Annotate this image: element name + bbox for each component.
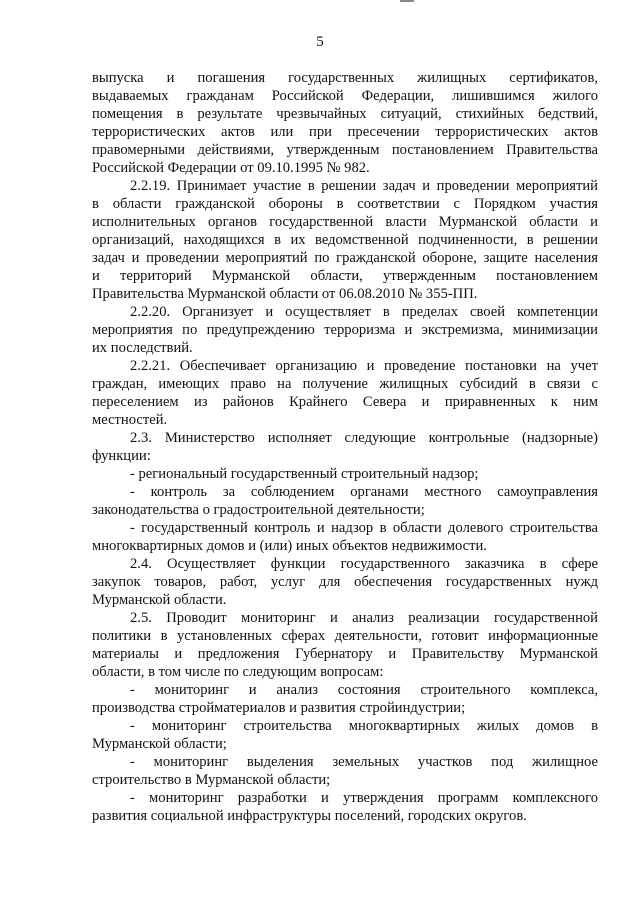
text-line: закупок товаров, работ, услуг для обеспечения государственных нужд (92, 574, 598, 590)
paragraph-2-2-19: 2.2.19. Принимает участие в решении задач и проведении мероприятий (130, 178, 598, 194)
text-line: организаций, находящихся в их ведомственной подчиненности, в решении (92, 232, 598, 248)
paragraph-2-5: 2.5. Проводит мониторинг и анализ реализации государственной (130, 610, 598, 626)
scan-mark (400, 0, 414, 2)
text-line: правомерными действиями, утвержденным постановлением Правительства (92, 142, 598, 158)
text-line: Мурманской области. (92, 592, 227, 608)
text-line: исполнительных органов государственной власти Мурманской области и (92, 214, 598, 230)
list-item: - контроль за соблюдением органами местного самоуправления (130, 484, 598, 500)
paragraph-2-4: 2.4. Осуществляет функции государственного заказчика в сфере (130, 556, 598, 572)
text-line: переселением из районов Крайнего Севера и приравненных к ним (92, 394, 598, 410)
text-line: их последствий. (92, 340, 193, 356)
page-number: 5 (316, 34, 324, 50)
text-line: помещения в результате чрезвычайных ситуаций, стихийных бедствий, (92, 106, 598, 122)
text-line: выпуска и погашения государственных жилищных сертификатов, (92, 70, 598, 86)
text-line: производства стройматериалов и развития стройиндустрии; (92, 700, 466, 716)
text-line: в области гражданской обороны в соответствии с Порядком участия (92, 196, 598, 212)
list-item: - мониторинг строительства многоквартирных жилых домов в (130, 718, 598, 734)
text-line: террористических актов или при пресечении террористических актов (92, 124, 598, 140)
text-line: материалы и предложения Губернатору и Правительству Мурманской (92, 646, 598, 662)
text-line: выдаваемых гражданам Российской Федерации, лишившимся жилого (92, 88, 598, 104)
text-line: функции: (92, 448, 151, 464)
text-line: граждан, имеющих право на получение жилищных субсидий в связи с (92, 376, 598, 392)
text-line: мероприятия по предупреждению терроризма и экстремизма, минимизации (92, 322, 598, 338)
paragraph-2-3: 2.3. Министерство исполняет следующие контрольные (надзорные) (130, 430, 598, 446)
text-line: политики в установленных сферах деятельности, готовит информационные (92, 628, 598, 644)
list-item: - мониторинг разработки и утверждения программ комплексного (130, 790, 598, 806)
paragraph-2-2-20: 2.2.20. Организует и осуществляет в пределах своей компетенции (130, 304, 598, 320)
list-item: - мониторинг и анализ состояния строительного комплекса, (130, 682, 598, 698)
text-line: и территорий Мурманской области, утвержденным постановлением (92, 268, 598, 284)
text-line: Российской Федерации от 09.10.1995 № 982. (92, 160, 370, 176)
text-line: Мурманской области; (92, 736, 227, 752)
text-line: законодательства о градостроительной деятельности; (92, 502, 425, 518)
text-line: Правительства Мурманской области от 06.08.2010 № 355-ПП. (92, 286, 478, 302)
text-line: многоквартирных домов и (или) иных объектов недвижимости. (92, 538, 487, 554)
text-line: строительство в Мурманской области; (92, 772, 331, 788)
text-line: области, в том числе по следующим вопросам: (92, 664, 384, 680)
list-item: - региональный государственный строительный надзор; (130, 466, 479, 482)
text-line: местностей. (92, 412, 168, 428)
text-line: развития социальной инфраструктуры поселений, городских округов. (92, 808, 527, 824)
text-line: задач и проведении мероприятий по гражданской обороне, защите населения (92, 250, 598, 266)
list-item: - мониторинг выделения земельных участков под жилищное (130, 754, 598, 770)
list-item: - государственный контроль и надзор в области долевого строительства (130, 520, 598, 536)
paragraph-2-2-21: 2.2.21. Обеспечивает организацию и проведение постановки на учет (130, 358, 598, 374)
